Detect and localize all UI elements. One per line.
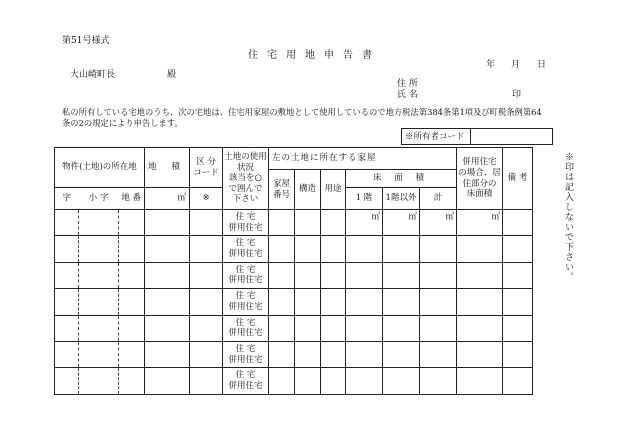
usage-option-mixed[interactable]: 併用住宅	[228, 328, 263, 339]
usage-option-house[interactable]: 住 宅	[235, 238, 256, 249]
aza-cell[interactable]	[55, 262, 79, 288]
table-row	[55, 289, 533, 315]
mixed-use-area-cell[interactable]	[457, 262, 503, 288]
division-code-cell[interactable]	[190, 315, 223, 341]
house-number-cell[interactable]	[269, 210, 295, 236]
mixed-use-area-cell[interactable]	[457, 368, 503, 394]
koaza-subheader: 小 字	[79, 188, 119, 210]
usage-cell	[223, 315, 269, 341]
chiban-cell[interactable]	[119, 341, 145, 367]
other-floor-cell[interactable]	[383, 341, 420, 367]
usage-option-house[interactable]: 住 宅	[235, 317, 256, 328]
koaza-cell[interactable]	[79, 262, 119, 288]
date-year: 年	[486, 60, 496, 70]
other-floor-subheader: 1階以外	[383, 188, 420, 210]
address-label: 住 所	[397, 79, 418, 89]
koaza-cell[interactable]	[79, 341, 119, 367]
first-floor-subheader: 1 階	[346, 188, 383, 210]
area-cell[interactable]	[145, 289, 190, 315]
location-header: 物件(土地)の所在地	[55, 148, 145, 188]
house-number-cell[interactable]	[269, 262, 295, 288]
division-mark-subheader: ※	[190, 188, 223, 210]
koaza-cell[interactable]	[79, 315, 119, 341]
area-cell[interactable]	[145, 210, 190, 236]
body-text-line-1: 私の所有している宅地のうち、次の宅地は、住宅用家屋の敷地として使用しているので地方税法第384条第1項及び町税条例第64	[62, 107, 542, 117]
house-number-cell[interactable]	[269, 289, 295, 315]
purpose-cell[interactable]	[321, 210, 346, 236]
area-header: 地 積	[145, 148, 190, 188]
addressee-honorific: 殿	[167, 70, 177, 80]
house-number-cell[interactable]	[269, 236, 295, 262]
total-subheader: 計	[420, 188, 457, 210]
addressee-town: 大山崎町長	[70, 70, 116, 80]
purpose-header: 用途	[321, 170, 346, 210]
first-floor-cell[interactable]	[346, 289, 383, 315]
house-number-header: 家屋 番号	[269, 170, 295, 210]
structure-cell[interactable]	[295, 368, 321, 394]
chiban-cell[interactable]	[119, 315, 145, 341]
name-label: 氏 名	[397, 90, 418, 100]
first-floor-cell[interactable]: ㎡	[346, 210, 383, 236]
usage-option-house[interactable]: 住 宅	[235, 291, 256, 302]
area-cell[interactable]	[145, 236, 190, 262]
structure-cell[interactable]	[295, 315, 321, 341]
mixed-use-area-cell[interactable]	[457, 341, 503, 367]
remarks-cell[interactable]	[503, 210, 533, 236]
seal-mark: 印	[512, 90, 522, 100]
usage-cell	[223, 289, 269, 315]
house-number-cell[interactable]	[269, 315, 295, 341]
other-floor-cell[interactable]	[383, 262, 420, 288]
total-floor-cell[interactable]	[420, 341, 457, 367]
usage-option-house[interactable]: 住 宅	[235, 370, 256, 381]
purpose-cell[interactable]	[321, 368, 346, 394]
aza-cell[interactable]	[55, 236, 79, 262]
total-floor-cell[interactable]	[420, 289, 457, 315]
remarks-cell[interactable]	[503, 289, 533, 315]
usage-cell	[223, 236, 269, 262]
area-cell[interactable]	[145, 341, 190, 367]
remarks-cell[interactable]	[503, 236, 533, 262]
body-text-line-2: 条の2の規定により申告します。	[62, 118, 183, 128]
first-floor-cell[interactable]	[346, 341, 383, 367]
purpose-cell[interactable]	[321, 341, 346, 367]
area-unit-subheader: ㎡	[145, 188, 190, 210]
usage-option-house[interactable]: 住 宅	[235, 344, 256, 355]
aza-cell[interactable]	[55, 315, 79, 341]
usage-option-mixed[interactable]: 併用住宅	[228, 275, 263, 286]
usage-option-mixed[interactable]: 併用住宅	[228, 301, 263, 312]
division-code-cell[interactable]	[190, 341, 223, 367]
usage-option-mixed[interactable]: 併用住宅	[228, 249, 263, 260]
chiban-cell[interactable]	[119, 262, 145, 288]
usage-option-mixed[interactable]: 併用住宅	[228, 381, 263, 392]
koaza-cell[interactable]	[79, 368, 119, 394]
mixed-use-area-cell[interactable]	[457, 315, 503, 341]
koaza-cell[interactable]	[79, 236, 119, 262]
remarks-header: 備 考	[503, 148, 533, 210]
floor-area-header: 床 面 積	[346, 170, 457, 188]
structure-cell[interactable]	[295, 236, 321, 262]
other-floor-cell[interactable]	[383, 315, 420, 341]
date-day: 日	[537, 60, 547, 70]
division-code-cell[interactable]	[190, 262, 223, 288]
owner-code-label: ※所有者コード	[401, 128, 471, 145]
table-row	[55, 315, 533, 341]
first-floor-cell[interactable]	[346, 315, 383, 341]
mixed-use-area-cell[interactable]	[457, 289, 503, 315]
date-month: 月	[511, 60, 521, 70]
aza-cell[interactable]	[55, 289, 79, 315]
page-title: 住宅用地申告書	[248, 50, 381, 61]
koaza-cell[interactable]	[79, 289, 119, 315]
side-note: ※印は記入しないで下さい。	[563, 152, 573, 282]
total-floor-cell[interactable]	[420, 262, 457, 288]
table-row	[55, 341, 533, 367]
structure-cell[interactable]	[295, 210, 321, 236]
usage-cell	[223, 341, 269, 367]
table-row	[55, 236, 533, 262]
purpose-cell[interactable]	[321, 289, 346, 315]
usage-header: 土地の使用状況 該当を○ で囲んで 下さい	[223, 148, 269, 210]
area-cell[interactable]	[145, 262, 190, 288]
usage-option-house[interactable]: 住 宅	[235, 264, 256, 275]
first-floor-cell[interactable]	[346, 236, 383, 262]
house-number-cell[interactable]	[269, 368, 295, 394]
remarks-cell[interactable]	[503, 262, 533, 288]
first-floor-cell[interactable]	[346, 262, 383, 288]
division-code-cell[interactable]	[190, 236, 223, 262]
aza-subheader: 字	[55, 188, 79, 210]
chiban-cell[interactable]	[119, 236, 145, 262]
usage-option-mixed[interactable]: 併用住宅	[228, 354, 263, 365]
division-code-cell[interactable]	[190, 210, 223, 236]
table-row	[55, 210, 533, 236]
total-floor-cell[interactable]	[420, 236, 457, 262]
structure-cell[interactable]	[295, 289, 321, 315]
aza-cell[interactable]	[55, 210, 79, 236]
purpose-cell[interactable]	[321, 262, 346, 288]
area-cell[interactable]	[145, 368, 190, 394]
mixed-use-area-cell[interactable]	[457, 236, 503, 262]
usage-option-house[interactable]: 住 宅	[235, 212, 256, 223]
remarks-cell[interactable]	[503, 315, 533, 341]
usage-cell	[223, 368, 269, 394]
total-floor-cell[interactable]	[420, 368, 457, 394]
structure-cell[interactable]	[295, 262, 321, 288]
division-code-cell[interactable]	[190, 368, 223, 394]
structure-header: 構造	[295, 170, 321, 210]
form-number: 第51号様式	[62, 36, 110, 46]
division-code-cell[interactable]	[190, 289, 223, 315]
usage-cell	[223, 210, 269, 236]
other-floor-cell[interactable]	[383, 236, 420, 262]
chiban-subheader: 地 番	[119, 188, 145, 210]
declaration-table	[54, 147, 533, 395]
mixed-use-area-cell[interactable]: ㎡	[457, 210, 503, 236]
division-header: 区 分 コード	[190, 148, 223, 188]
table-row	[55, 262, 533, 288]
other-floor-cell[interactable]: ㎡	[383, 210, 420, 236]
chiban-cell[interactable]	[119, 368, 145, 394]
koaza-cell[interactable]	[79, 210, 119, 236]
remarks-cell[interactable]	[503, 341, 533, 367]
owner-code-field[interactable]	[471, 128, 553, 145]
remarks-cell[interactable]	[503, 368, 533, 394]
usage-option-mixed[interactable]: 併用住宅	[228, 222, 263, 233]
table-row	[55, 368, 533, 394]
other-floor-cell[interactable]	[383, 289, 420, 315]
first-floor-cell[interactable]	[346, 368, 383, 394]
purpose-cell[interactable]	[321, 236, 346, 262]
other-floor-cell[interactable]	[383, 368, 420, 394]
chiban-cell[interactable]	[119, 210, 145, 236]
chiban-cell[interactable]	[119, 289, 145, 315]
aza-cell[interactable]	[55, 341, 79, 367]
total-floor-cell[interactable]	[420, 315, 457, 341]
house-header: 左の土地に所在する家屋	[269, 148, 457, 170]
structure-cell[interactable]	[295, 341, 321, 367]
usage-cell	[223, 262, 269, 288]
house-number-cell[interactable]	[269, 341, 295, 367]
mixed-use-header: 併用住宅 の場合、居 住部分の 床面積	[457, 148, 503, 210]
total-floor-cell[interactable]: ㎡	[420, 210, 457, 236]
area-cell[interactable]	[145, 315, 190, 341]
purpose-cell[interactable]	[321, 315, 346, 341]
aza-cell[interactable]	[55, 368, 79, 394]
